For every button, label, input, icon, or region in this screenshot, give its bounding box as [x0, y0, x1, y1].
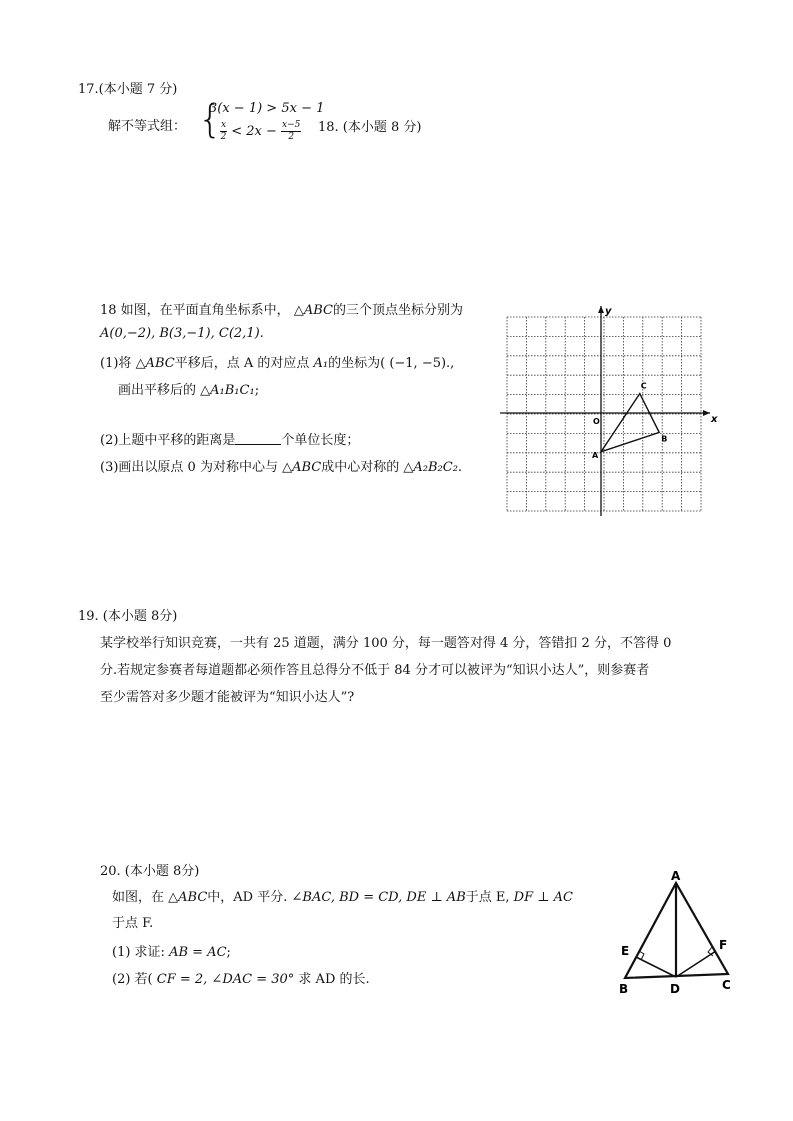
q18-line6-tri2: △A₂B₂C₂: [403, 460, 458, 475]
q20-triangle-figure: [610, 868, 740, 1000]
q17-inequality-1: 3(x − 1) > 5x − 1: [209, 101, 325, 116]
q18-line3-b: 平移后，点 A 的对应点: [174, 356, 310, 371]
q18-line1-tri: △ABC: [293, 303, 333, 318]
label-b: B: [619, 982, 629, 996]
q18-line4-b: ;: [254, 383, 260, 398]
q18-line5: [100, 429, 359, 448]
q18-line3-a: (1)将: [100, 356, 132, 371]
q20-line1: [112, 886, 573, 905]
vertex-a-label: A: [592, 450, 599, 460]
label-a: A: [671, 869, 681, 883]
q18-line5-a: (2)上题中平移的距离是: [100, 433, 236, 448]
q18-line3-c: 的坐标为( (−1, −5).,: [328, 356, 455, 371]
q20-line4-a: (2) 若(: [112, 972, 153, 987]
q20-line4-c: 求 AD 的长.: [298, 972, 370, 987]
q18-line4: [118, 379, 259, 398]
q18-line6-c: .: [457, 460, 463, 475]
q17-frac1-den: 2: [220, 132, 227, 142]
q18-line4-tri: △A₁B₁C₁: [200, 383, 255, 398]
q18-line2: A(0,−2), B(3,−1), C(2,1).: [100, 326, 264, 341]
q18-line3-a1: A₁: [313, 356, 329, 371]
q20-line3: [112, 941, 231, 960]
q20-line1-a: 如图，在: [112, 890, 165, 905]
vertex-c-label: C: [640, 381, 647, 391]
y-axis-arrow-icon: [598, 306, 604, 313]
q19-line1: 某学校举行知识竞赛，一共有 25 道题，满分 100 分，每一题答对得 4 分，答错扣 2 分，不答得 0: [100, 636, 672, 651]
q20-line1-tri: △ABC: [168, 890, 208, 905]
q18-line1: [100, 299, 463, 318]
q18-line1-a: 18 如图，在平面直角坐标系中，: [100, 303, 290, 318]
label-d: D: [670, 982, 680, 996]
q19-heading: 19. (本小题 8分): [78, 609, 178, 624]
origin-label: O: [593, 417, 600, 426]
label-f: F: [719, 938, 728, 952]
label-c: C: [722, 978, 731, 992]
q17-frac1-num: x: [221, 120, 227, 130]
x-axis-arrow-icon: [703, 410, 710, 416]
q18-answer-blank[interactable]: [235, 432, 281, 445]
vertex-b-label: B: [661, 434, 668, 444]
segment-de: [636, 957, 676, 977]
q17-inequality-2: [220, 120, 301, 143]
q17-frac2-num: x−5: [282, 120, 301, 130]
q18-line6-b: 成中心对称的: [321, 460, 400, 475]
q18-line1-b: 的三个顶点坐标分别为: [332, 303, 463, 318]
q18-line4-a: 画出平移后的: [118, 383, 197, 398]
q19-line2: 分.若规定参赛者每道题都必须作答且总得分不低于 84 分才可以被评为“知识小达人”，则参赛者: [100, 663, 650, 678]
q20-line4: [112, 968, 370, 987]
q18-line3-tri: △ABC: [135, 356, 175, 371]
q17-brace: {: [198, 97, 223, 141]
q18-line3: [100, 352, 454, 371]
q17-frac2-den: 2: [288, 132, 295, 142]
x-axis-label: x: [711, 414, 718, 425]
q20-line2: 于点 F.: [112, 916, 154, 931]
q17-ineq2-mid: < 2x −: [231, 124, 277, 139]
q20-line1-e: DF ⊥ AC: [513, 890, 573, 905]
q17-trailing-label: 18. (本小题 8 分): [318, 120, 422, 135]
q19-line3: 至少需答对多少题才能被评为“知识小达人”?: [100, 690, 355, 705]
q17-heading: 17.(本小题 7 分): [78, 82, 178, 97]
segment-df: [676, 951, 716, 977]
q18-line6: [100, 456, 462, 475]
q20-line3-a: (1) 求证:: [112, 945, 165, 960]
q18-line6-tri: △ABC: [282, 460, 322, 475]
q18-line6-a: (3)画出以原点 0 为对称中心与: [100, 460, 278, 475]
q18-line5-b: 个单位长度；: [281, 433, 360, 448]
q20-line3-c: ;: [226, 945, 231, 960]
q20-heading: 20. (本小题 8分): [100, 864, 200, 879]
q17-prompt: 解不等式组：: [108, 119, 187, 134]
q20-line4-b: CF = 2, ∠DAC = 30°: [156, 972, 295, 987]
q20-line3-b: AB = AC: [169, 945, 227, 960]
y-axis-label: y: [605, 306, 612, 317]
q20-line1-d: 于点 E,: [465, 890, 510, 905]
q20-line1-c: . ∠BAC, BD = CD, DE ⊥ AB: [283, 890, 466, 905]
q20-line1-b: 中，AD 平分: [207, 890, 284, 905]
graph-grid: [507, 317, 701, 511]
triangle-abc: [601, 394, 659, 452]
q18-coordinate-graph: [500, 300, 720, 520]
label-e: E: [621, 944, 630, 958]
